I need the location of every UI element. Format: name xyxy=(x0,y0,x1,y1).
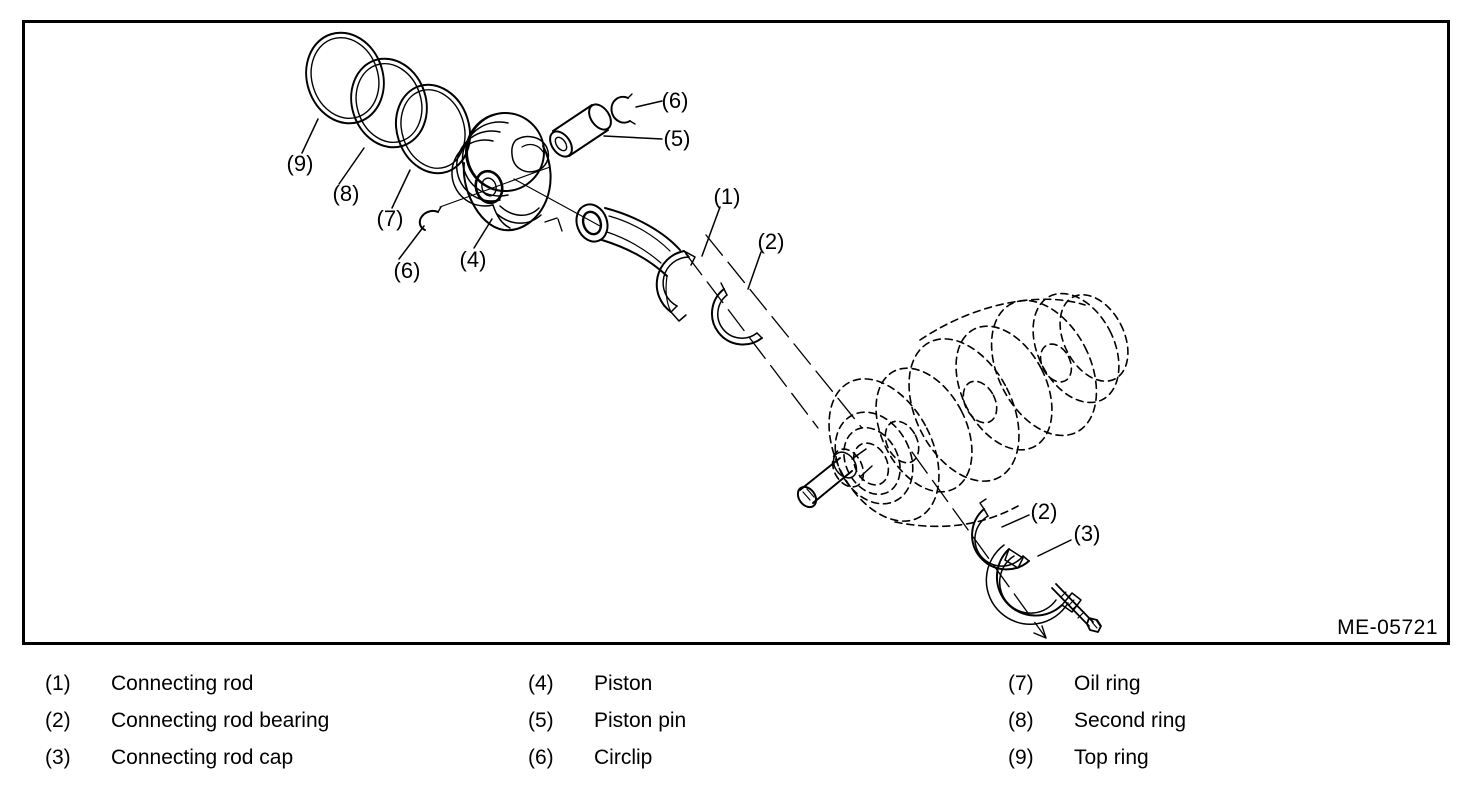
legend-item-label: Piston xyxy=(594,672,653,695)
circlip-top-drawing xyxy=(611,94,635,124)
connecting-rod-drawing xyxy=(571,200,695,321)
legend-item-label: Piston pin xyxy=(594,709,687,732)
legend-item-1 xyxy=(45,672,329,709)
legend-item-5 xyxy=(528,709,686,746)
legend-item-3 xyxy=(45,746,329,783)
callout-6-upper: (6) xyxy=(661,88,689,113)
legend-item-2 xyxy=(45,709,329,746)
legend-item-label: Oil ring xyxy=(1074,672,1141,695)
legend-item-4 xyxy=(528,672,686,709)
callout-5: (5) xyxy=(663,126,691,151)
callout-2-lower: (2) xyxy=(1030,499,1058,524)
callout-2-mid: (2) xyxy=(757,229,785,254)
callout-8: (8) xyxy=(332,181,360,206)
legend-item-number: (9) xyxy=(1008,746,1034,769)
legend-column-2 xyxy=(528,672,686,783)
callout-7: (7) xyxy=(376,206,404,231)
callout-6-lower: (6) xyxy=(393,258,421,283)
legend-item-number: (2) xyxy=(45,709,71,732)
piston-pin-drawing xyxy=(546,100,616,160)
legend-item-label: Connecting rod xyxy=(111,672,254,695)
crankshaft-snout-drawing xyxy=(794,448,872,511)
figure-code: ME-05721 xyxy=(1337,616,1438,639)
legend-item-label: Circlip xyxy=(594,746,653,769)
legend-item-label: Top ring xyxy=(1074,746,1149,769)
legend-item-number: (1) xyxy=(45,672,71,695)
crankshaft-drawing xyxy=(807,279,1142,539)
callout-3: (3) xyxy=(1073,521,1101,546)
callout-1: (1) xyxy=(713,184,741,209)
legend-item-label: Connecting rod bearing xyxy=(111,709,330,732)
oil-ring-drawing xyxy=(385,75,481,183)
legend-column-3 xyxy=(1008,672,1186,783)
legend-column-1 xyxy=(45,672,329,783)
legend-item-6 xyxy=(528,746,686,783)
legend-item-number: (5) xyxy=(528,709,554,732)
legend-item-number: (8) xyxy=(1008,709,1034,732)
rod-cap-drawing xyxy=(986,545,1081,624)
assembly-center-lines xyxy=(440,167,1046,638)
rod-bearing-mid-drawing xyxy=(712,283,762,345)
callout-9: (9) xyxy=(286,151,314,176)
callout-4: (4) xyxy=(459,247,487,272)
legend-item-number: (3) xyxy=(45,746,71,769)
legend-item-8 xyxy=(1008,709,1186,746)
legend-item-9 xyxy=(1008,746,1186,783)
second-ring-drawing xyxy=(340,49,438,157)
top-ring-drawing xyxy=(295,23,396,134)
legend-item-number: (6) xyxy=(528,746,554,769)
legend-item-label: Second ring xyxy=(1074,709,1187,732)
legend-item-number: (7) xyxy=(1008,672,1034,695)
legend-item-label: Connecting rod cap xyxy=(111,746,294,769)
legend-item-number: (4) xyxy=(528,672,554,695)
legend-item-7 xyxy=(1008,672,1186,709)
